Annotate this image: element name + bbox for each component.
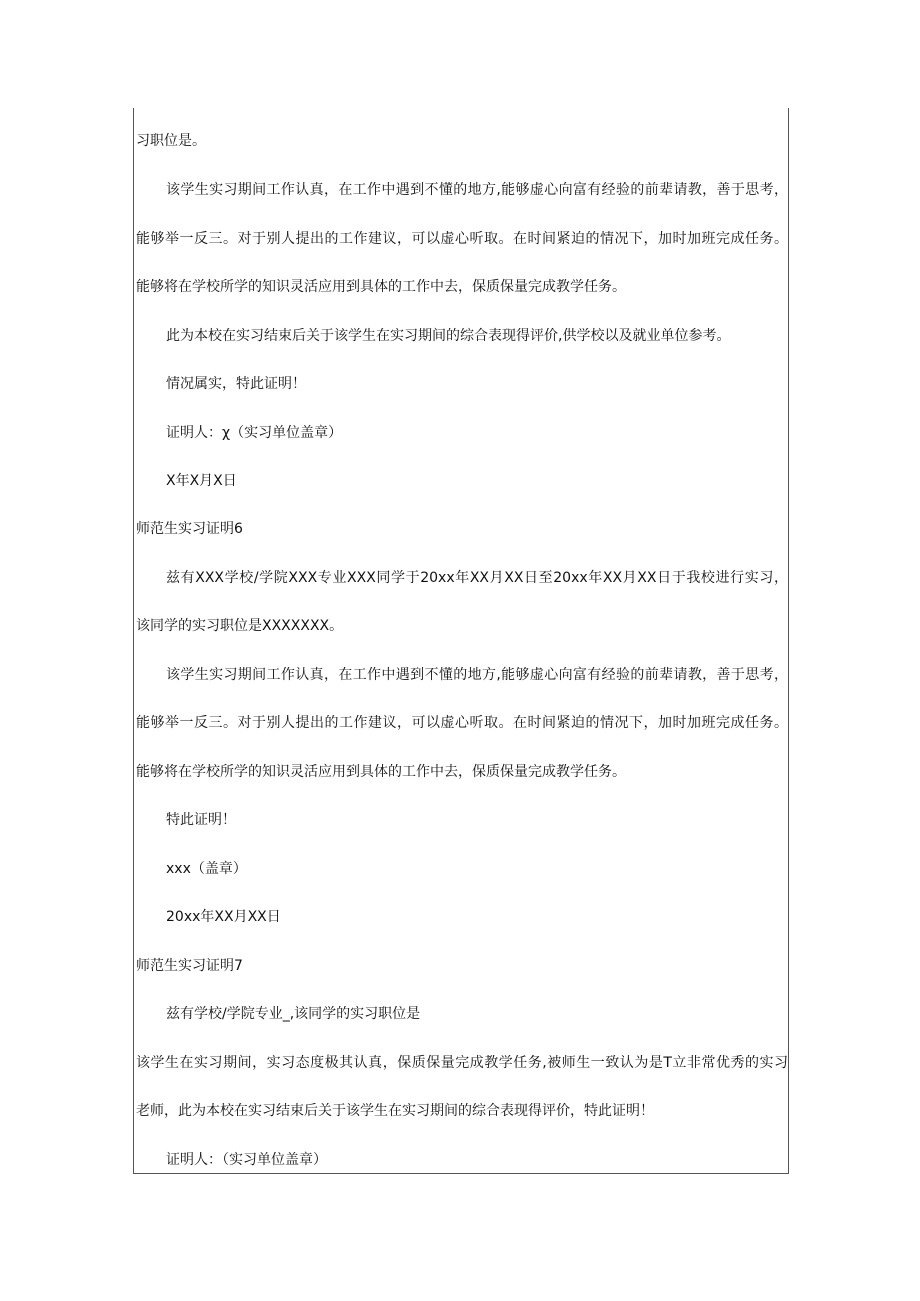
text-line: 证明人：χ（实习单位盖章） [166,425,343,441]
text-line: 情况属实，特此证明！ [166,376,306,392]
text-line: 能够举一反三。对于别人提出的工作建议，可以虚心听取。在时间紧迫的情况下，加时加班完成任务。 [136,231,788,247]
text-line: 能够将在学校所学的知识灵活应用到具体的工作中去，保质保量完成教学任务。 [136,279,626,295]
text-line: 兹有XXX学校/学院XXX专业XXX同学于20xx年XX月XX日至20xx年XX月XX日于我校进行实习， [166,570,788,586]
text-line: 该同学的实习职位是XXXXXXX。 [136,618,344,634]
text-line: 证明人：（实习单位盖章） [166,1152,327,1168]
text-line: 20xx年XX月XX日 [166,909,281,925]
text-line: 兹有学校/学院专业_,该同学的实习职位是 [166,1006,421,1022]
text-line: xxx（盖章） [166,861,247,877]
text-line: 该学生实习期间工作认真，在工作中遇到不懂的地方,能够虚心向富有经验的前辈请教，善于思考， [166,182,788,198]
text-line: 能够将在学校所学的知识灵活应用到具体的工作中去，保质保量完成教学任务。 [136,764,626,780]
text-line: X年X月X日 [166,473,237,489]
text-line: 此为本校在实习结束后关于该学生在实习期间的综合表现得评价,供学校以及就业单位参考。 [166,328,731,344]
text-line: 能够举一反三。对于别人提出的工作建议，可以虚心听取。在时间紧迫的情况下，加时加班完成任务。 [136,715,788,731]
text-line: 该学生在实习期间，实习态度极其认真，保质保量完成教学任务,被师生一致认为是T立非常优秀的实习 [136,1055,788,1071]
section-title: 师范生实习证明7 [136,958,243,974]
text-line: 特此证明！ [166,812,236,828]
text-line: 老师，此为本校在实习结束后关于该学生在实习期间的综合表现得评价，特此证明！ [136,1103,654,1119]
text-line: 该学生实习期间工作认真，在工作中遇到不懂的地方,能够虚心向富有经验的前辈请教，善于思考， [166,667,788,683]
section-title: 师范生实习证明6 [136,521,243,537]
text-line: 习职位是。 [136,133,206,149]
